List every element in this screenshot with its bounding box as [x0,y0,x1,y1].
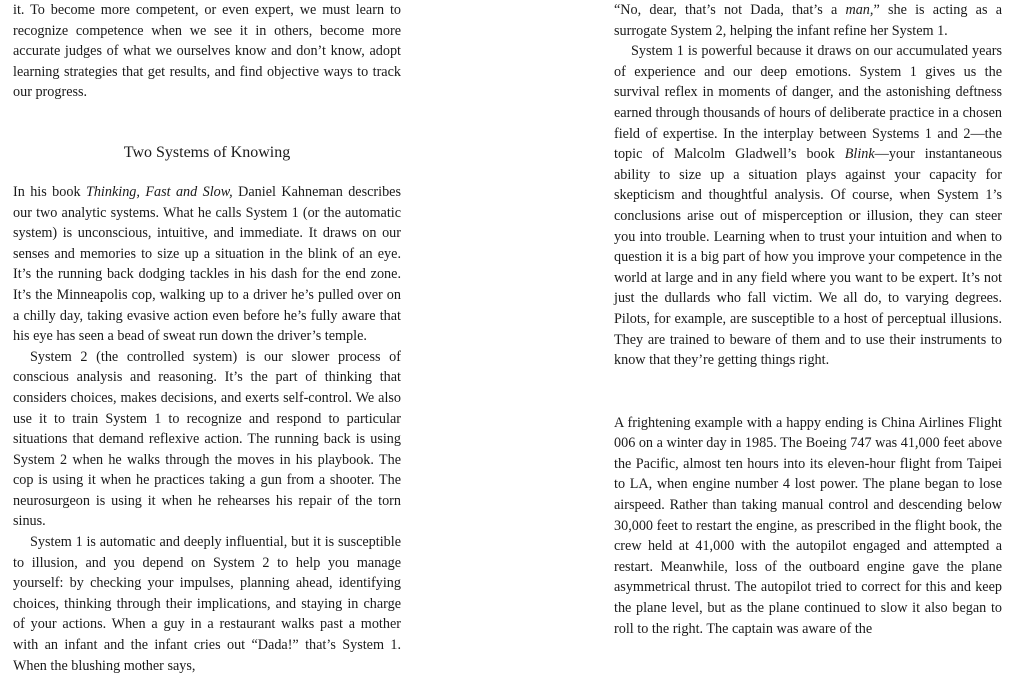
right-paragraph-china-airlines: A frightening example with a happy ending is China Airlines Flight 006 on a winter day in 1985. The Boeing 747 was 41,000 feet above the Pacific, almost ten hours into its eleven-hour flight from Taipei to LA, when engine number 4 lost power. The plane began to lose airspeed. Rather than taking manual control and descending below 30,000 feet to restart the engine, as prescribed in the flight book, the crew held at 41,000 with the autopilot engaged and attempted a restart. Meanwhile, loss of the outboard engine gave the plane asymmetrical thrust. The autopilot tried to correct for this and keep the plane level, but as the plane continued to slow it also began to roll to the right. The captain was aware of the [614,414,1002,637]
book-title-blink: Blink [844,146,875,163]
section-break [614,371,1002,413]
book-title-thinking-fast-and-slow: Thinking, Fast and Slow, [85,183,233,200]
section-heading: Two Systems of Knowing [123,143,291,161]
left-paragraph-kahneman: In his book Thinking, Fast and Slow, Daniel Kahneman describes our two analytic systems. What he calls System 1 (or the automatic system) is unconscious, intuitive, and immediate. It draws on our senses and memories to size up a situation in the blink of an eye. It’s the running back dodging tackles in his dash for the end zone. It’s the Minneapolis cop, walking up to a driver he’s pulled over on a chilly day, taking evasive action even before he’s fully aware that his eye has seen a bead of sweat run down the driver’s temple. [13,183,401,345]
left-paragraph-continuation: it. To become more competent, or even expert, we must learn to recognize competence when we see it in others, become more accurate judges of what we ourselves know and don’t know, adopt learning strategies that get results, and find objective ways to track our progress. [13,2,401,101]
right-page [614,0,1002,639]
left-page [13,0,401,676]
emphasis-man: man, [845,2,874,18]
right-paragraph-system-1-power: System 1 is powerful because it draws on our accumulated years of experience and our deep emotions. System 1 gives us the survival reflex in moments of danger, and the astonishing deftness earned through thousands of hours of deliberate practice in a chosen field of expertise. In the interplay between Systems 1 and 2—the topic of Malcolm Gladwell’s book Blink—your instantaneous ability to size up a situation plays against your capacity for skepticism and thoughtful analysis. Of course, when System 1’s conclusions arise out of misperception or illusion, they can steer you into trouble. Learning when to trust your intuition and when to question it is a big part of how you improve your competence in the world at large and in any field where you want to be expert. It’s not just the dullards who fall victim. We all do, to varying degrees. Pilots, for example, are susceptible to a host of perceptual illusions. They are trained to beware of them and to use their instruments to know that they’re getting things right. [614,43,1002,369]
left-paragraph-system-2: System 2 (the controlled system) is our slower process of conscious analysis and reasoning. It’s the part of thinking that considers choices, makes decisions, and exerts self-control. We also use it to train System 1 to recognize and respond to particular situations that demand reflexive action. The running back is using System 2 when he walks through the moves in his playbook. The cop is using it when he practices taking a gun from a shooter. The neurosurgeon is using it when he rehearses his repair of the torn sinus. [13,348,401,530]
left-paragraph-system-1-illusion: System 1 is automatic and deeply influential, but it is susceptible to illusion, and you depend on System 2 to help you manage yourself: by checking your impulses, planning ahead, identifying choices, thinking through their implications, and staying in charge of your actions. When a guy in a restaurant walks past a mother with an infant and the infant cries out “Dada!” that’s System 1. When the blushing mother says, [13,534,401,674]
right-paragraph-dada: “No, dear, that’s not Dada, that’s a man,” she is acting as a surrogate System 2, helping the infant refine her System 1. [614,2,1002,39]
